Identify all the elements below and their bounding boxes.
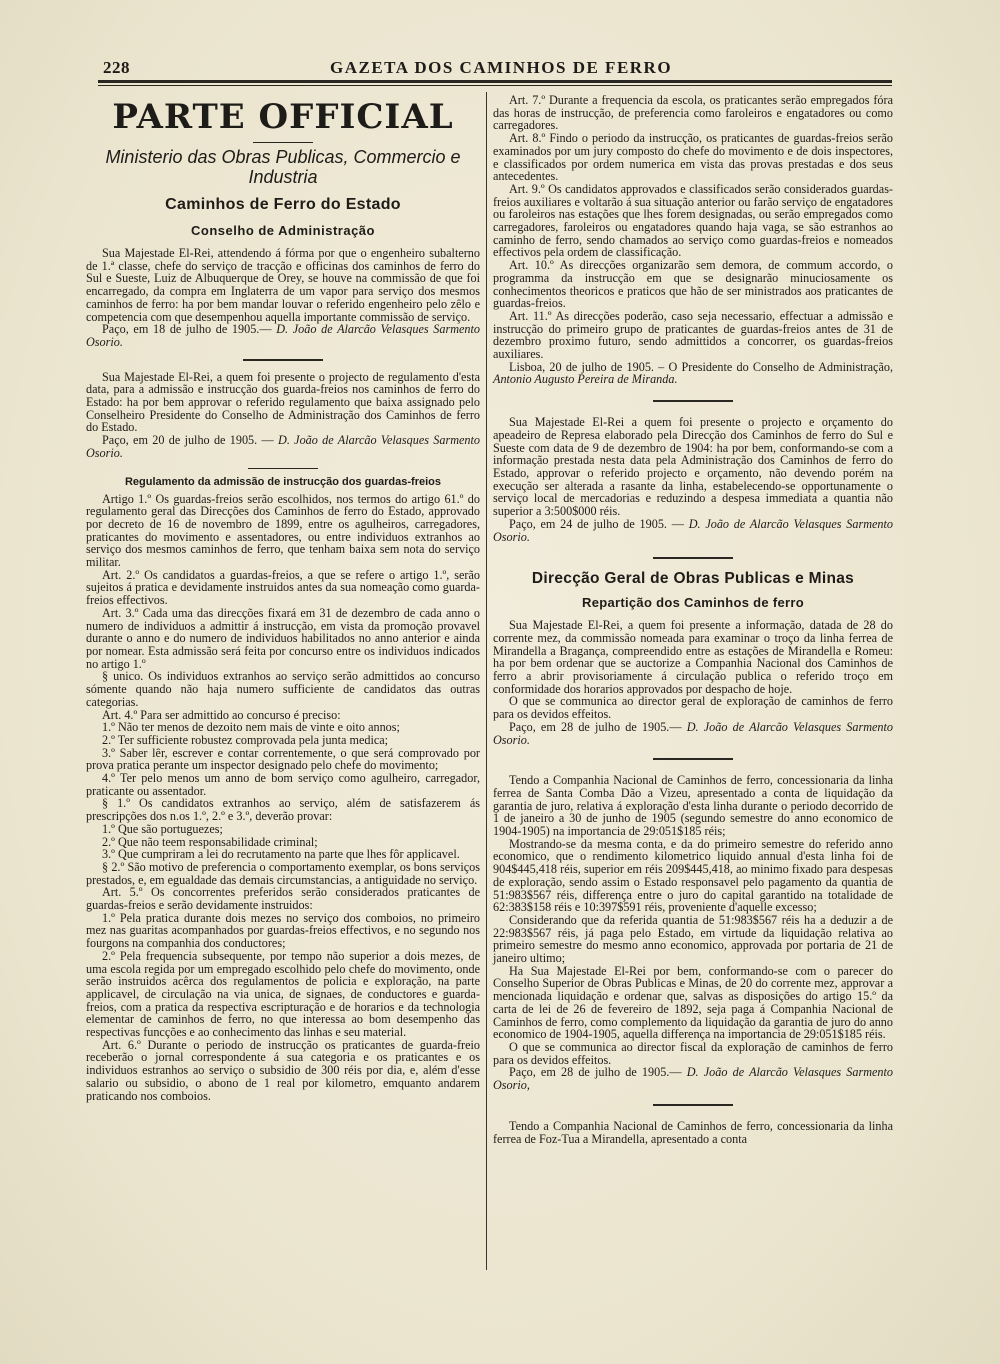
paragraph: O que se communica ao director geral de exploração de caminhos de ferro para os devidos effeitos. <box>493 694 893 722</box>
article-item: 2.º Que não teem responsabilidade criminal; <box>102 834 318 849</box>
article-item: 1.º Pela pratica durante dois mezes no serviço dos comboios, no primeiro mez nas guaritas acompanhados por guardas-freios effectivos, e no segundo nos fourgons na companhia dos conductores; <box>86 910 480 951</box>
article-paragraph: § unico. Os individuos extranhos ao serviço serão admittidos ao concurso sómente quando não haja numero sufficiente de candidatos das outras categorias. <box>86 669 480 709</box>
article-item: 4.º Ter pelo menos um anno de bom serviço como agulheiro, carregador, praticante ou assentador. <box>86 771 480 798</box>
running-head-title: GAZETA DOS CAMINHOS DE FERRO <box>330 58 673 77</box>
article-item: 3.º Que cumpriram a lei do recrutamento na parte que lhes fôr applicavel. <box>102 847 460 862</box>
right-column <box>493 94 893 1145</box>
paragraph: Tendo a Companhia Nacional de Caminhos de ferro, concessionaria da linha ferrea de Foz-Tua a Mirandella, apresentado a conta <box>493 1118 893 1146</box>
directorate-heading: Direcção Geral de Obras Publicas e Minas <box>531 570 855 588</box>
signature-line: Paço, em 20 de julho de 1905. — D. João de Alarcão Velasques Sarmento Osorio. <box>86 433 481 460</box>
column-divider <box>486 92 487 1270</box>
article-item: 1.º Não ter menos de dezoito nem mais de vinte e oito annos; <box>102 720 400 735</box>
paragraph: O que se communica ao director fiscal da exploração de caminhos de ferro para os devidos effeitos. <box>493 1040 893 1067</box>
divider <box>243 359 323 361</box>
article: Art. 10.º As direcções organizarão sem demora, de commum accordo, o programma da instrucção em que se designarão minuciosamente os conhecimentos theoricos e praticos que hão de ser ministrados aos praticantes de guardas-freios. <box>493 258 893 311</box>
office-heading: Repartição dos Caminhos de ferro <box>582 595 804 611</box>
article: Art. 5.º Os concorrentes preferidos serão considerados praticantes de guardas-freios e serão devidamente instruidos: <box>86 885 480 913</box>
paragraph: Mostrando-se da mesma conta, e da do primeiro semestre do referido anno economico, que o rendimento kilometrico liquido annual d'esta linha foi de 904$445,418 réis, superior em réis 209$445,418, ao minimo fixado para despesas de exploração, sendo assim o Estado responsavel pelo pagamento da quantia de 51:983$567 réis, differença entre o juro do capital garantido na totalidade de 62:383$158 réis e 10:397$591 réis, proveniente d'aquelle excesso; <box>493 836 893 915</box>
left-column <box>86 94 480 1102</box>
paragraph: Sua Majestade El-Rei a quem foi presente o projecto e orçamento do apeadeiro de Represa elaborado pela Direcção dos Caminhos de ferro do Sul e Sueste com data de 9 de dezembro de 1904: ha por bem, conformando-se com a informação prestada nesta data pela Administração dos Caminhos de ferro do Estado, approvar o referido projecto e orçamento, não devendo porém na execução ser alterada a rasante da linha, estabelecendo-se opportunamente o serviço local de mercadorias e reduzindo a despesa immediata a quantia não superior a 3:500$000 réis. <box>493 415 893 519</box>
department-heading: Caminhos de Ferro do Estado <box>165 196 401 213</box>
article-item: 2.º Ter sufficiente robustez comprovada pela junta medica; <box>102 732 389 747</box>
article-item: 1.º Que são portuguezes; <box>102 821 223 836</box>
divider <box>248 468 318 469</box>
ministry-heading: Ministerio das Obras Publicas, Commercio e Industria <box>105 147 461 187</box>
signature-line: Paço, em 28 de julho de 1905.— D. João de Alarcão Velasques Sarmento Osorio. <box>493 719 894 747</box>
header-rule <box>98 80 892 83</box>
article-item: 3.º Saber lêr, escrever e contar correntemente, o que será comprovado por prova pratica perante um inspector designado pelo chefe do movimento; <box>86 745 480 773</box>
paragraph: Sua Majestade El-Rei, a quem foi presente o projecto de regulamento d'esta data, para a admissão e instrucção dos guarda-freios nos caminhos de ferro do Estado: ha por bem approvar o referido regulamento que baixa assignado pelo Conselheiro Presidente do Conselho de Administração dos Caminhos de ferro do Estado. <box>86 369 480 435</box>
signature-line: Lisboa, 20 de julho de 1905. – O Presidente do Conselho de Administração, Antonio Augusto Pereira de Miranda. <box>493 359 893 387</box>
article: Artigo 1.º Os guardas-freios serão escolhidos, nos termos do artigo 61.º do regulamento geral das Direcções dos Caminhos de ferro do Estado, approvado por decreto de 16 de novembro de 1899, entre os agulheiros, carregadores, praticantes do movimento e assentadores, ou entre individuos extranhos ao serviço dos mesmos caminhos de ferro, que tenham baixa sem nota do serviço militar. <box>86 491 480 570</box>
article: Art. 8.º Findo o periodo da instrucção, os praticantes de guardas-freios serão examinados por um jury composto do chefe do movimento e de dois inspectores, e classificados por ordem numerica em vista das provas prestadas e dos seus antecedentes. <box>493 131 893 184</box>
divider <box>653 557 733 559</box>
article: Art. 2.º Os candidatos a guardas-freios, a que se refere o artigo 1.º, serão sujeitos á pratica e devidamente instruidos antes da sua nomeação como guarda-freios effectivos. <box>86 567 480 608</box>
paragraph: Tendo a Companhia Nacional de Caminhos de ferro, concessionaria da linha ferrea de Santa Comba Dão a Vizeu, apresentado a conta de liquidação da garantia de juro, relativa á exploração d'esta linha durante o periodo decorrido de 1 de janeiro a 30 de junho de 1905 (segundo semestre do anno economico de 1904-1905) na importancia de 29:051$185 réis; <box>493 773 893 839</box>
council-heading: Conselho de Administração <box>191 223 375 238</box>
divider <box>653 400 733 402</box>
article: Art. 7.º Durante a frequencia da escola, os praticantes serão empregados fóra das horas de instrucção, de preferencia como faroleiros e engatadores ou como carregadores. <box>493 93 893 133</box>
signature-line: Paço, em 18 de julho de 1905.— D. João de Alarcão Velasques Sarmento Osorio. <box>86 322 481 349</box>
section-title: PARTE OFFICIAL <box>112 97 454 137</box>
page-number: 228 <box>103 58 130 77</box>
article-item: 2.º Pela frequencia subsequente, por tempo não superior a dois mezes, de uma escola regida por um empregado escolhido pelo chefe do movimento, onde serão instruidos acêrca dos regulamentos de policia e exploração, na parte applicavel, de circulação na via unica, de signaes, de conductores e guarda-freios, com a pratica da respectiva escripturação e de horarios e da technologia elementar de caminhos de ferro, no que interessa ao bom desempenho das respectivas funcções e ao conhecimento das linhas e seu material. <box>86 948 480 1040</box>
paragraph: Considerando que da referida quantia de 51:983$567 réis ha a deduzir a de 22:983$567 réis, já paga pelo Estado, em virtude da liquidação relativa ao primeiro semestre do mesmo anno economico, approvada por portaria de 21 de janeiro ultimo; <box>493 912 893 966</box>
article: Art. 3.º Cada uma das direcções fixará em 31 de dezembro de cada anno o numero de individuos a admittir á instrucção, em vista da promoção provavel durante o anno e do numero de individuos habilitados no anno anterior e ainda por nomear. Esta admissão será feita por concurso entre os individuos indicados no artigo 1.º <box>86 605 480 671</box>
header-rule-thin <box>98 85 892 86</box>
article: Art. 9.º Os candidatos approvados e classificados serão considerados guardas-freios auxiliares e voltarão á sua situação anterior ou farão serviço de engatadores ou faroleiros nas estações que lhes forem designadas, ou serão empregados como carregadores, faroleiros ou engatadores quando haja vaga, se são estranhos ao caminho de ferro, sendo chamados ao serviço como guardas-freios e nomeados effectivos pela ordem de classificação. <box>493 181 893 260</box>
article: Art. 11.º As direcções poderão, caso seja necessario, effectuar a admissão e instrucção do primeiro grupo de praticantes de guardas-freios antes de 31 de dezembro proximo futuro, sendo admittidos a concorrer, os guardas-freios auxiliares. <box>493 308 893 362</box>
divider <box>253 142 313 143</box>
regulation-heading: Regulamento da admissão de instrucção dos guardas-freios <box>124 475 442 488</box>
article: Art. 4.º Para ser admittido ao concurso é preciso: <box>102 707 341 722</box>
article-paragraph: § 2.º São motivo de preferencia o comportamento exemplar, os bons serviços prestados, e, em egualdade das demais circumstancias, a antiguidade no serviço. <box>86 859 480 887</box>
paragraph: Sua Majestade El-Rei, a quem foi presente a informação, datada de 28 do corrente mez, da commissão nomeada para examinar o troço da linha ferrea de Mirandella a Bragança, compreendido entre as estações de Mirandella e Romeu: ha por bem ordenar que se auctorize a Companhia Nacional dos Caminhos de ferro a abrir provisoriamente á circulação publica o referido troço em conformidade dos horarios approvados por despacho de hoje. <box>493 618 893 696</box>
signature-line: Paço, em 28 de julho de 1905.— D. João de Alarcão Velasques Sarmento Osorio, <box>493 1065 894 1093</box>
paragraph: Sua Majestade El-Rei, attendendo á fórma por que o engenheiro subalterno de 1.ª classe, chefe do serviço de tracção e officinas dos caminhos de ferro do Sul e Sueste, Luiz de Albuquerque de Orey, se houve na commissão de que foi encarregado, da compra em Inglaterra de um vapor para serviço dos mesmos caminhos de ferro: ha por bem mandar louvar o referido engenheiro pelo zêlo e competencia com que desempenhou aquella importante commissão de serviço. <box>86 246 480 324</box>
article: Art. 6.º Durante o periodo de instrucção os praticantes de guarda-freio receberão o jornal correspondente á sua categoria e os praticantes e os individuos estranhos ao serviço o subsidio de 300 réis por dia, e, além d'esse salario ou subsidio, o abono de 1 real por kilometro, emquanto andarem praticando nos comboios. <box>86 1037 480 1103</box>
divider <box>653 758 733 760</box>
signature-line: Paço, em 24 de julho de 1905. — D. João de Alarcão Velasques Sarmento Osorio. <box>493 516 893 544</box>
paragraph: Ha Sua Majestade El-Rei por bem, conformando-se com o parecer do Conselho Superior de Obras Publicas e Minas, de 20 do corrente mez, approvar a mencionada liquidação e ordenar que, salvas as disposições do artigo 15.º da carta de lei de 26 de fevereiro de 1892, seja paga á Companhia Nacional de Caminhos de ferro, como complemento da liquidação da garantia de juro do anno economico de 1904-1905, aquella differença na importancia de 29:051$185 réis. <box>493 963 893 1042</box>
divider <box>653 1104 733 1106</box>
article-paragraph: § 1.º Os candidatos extranhos ao serviço, além de satisfazerem ás prescripções dos n.os 1.º, 2.º e 3.º, deverão provar: <box>86 796 480 824</box>
